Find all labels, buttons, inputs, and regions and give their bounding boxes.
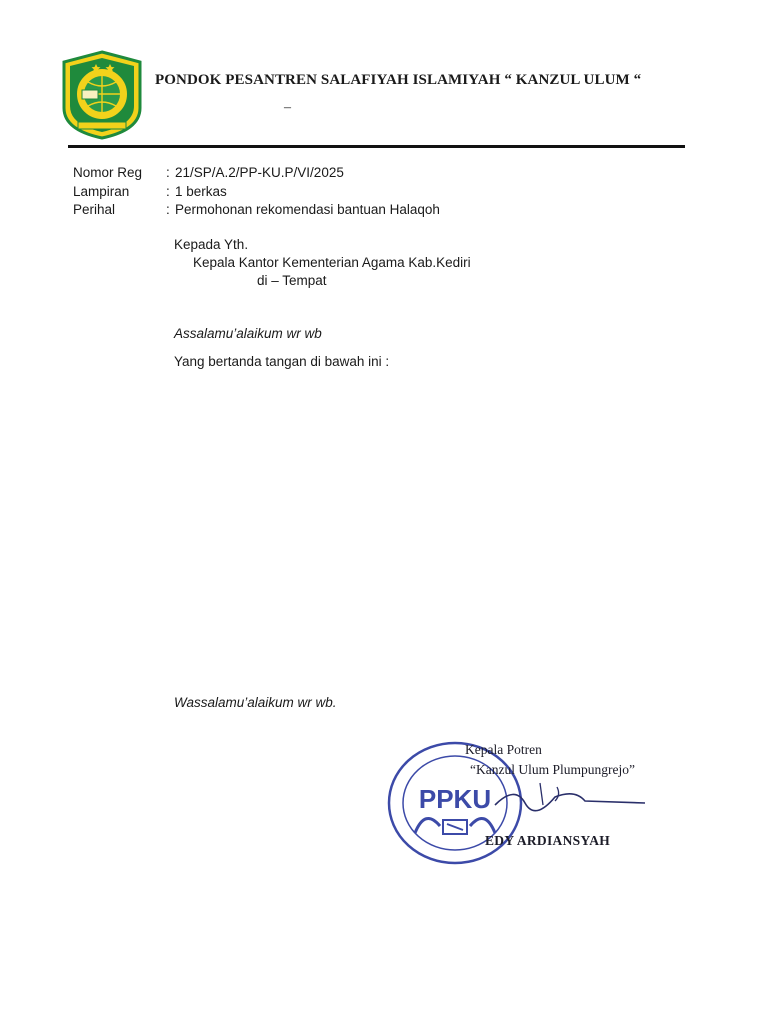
salam-opening: Assalamu’alaikum wr wb (174, 326, 322, 341)
meta-value: Permohonan rekomendasi bantuan Halaqoh (175, 202, 440, 217)
meta-label: Perihal (73, 202, 116, 217)
letter-meta (73, 164, 440, 220)
meta-row-lampiran (73, 183, 440, 202)
salam-closing: Wassalamu’alaikum wr wb. (174, 695, 337, 710)
addressee-place: di – Tempat (257, 273, 327, 288)
meta-value: 21/SP/A.2/PP-KU.P/VI/2025 (175, 165, 344, 180)
body-intro: Yang bertanda tangan di bawah ini : (174, 354, 390, 369)
meta-separator: : (166, 183, 170, 199)
addressee-recipient: Kepala Kantor Kementerian Agama Kab.Kediri (193, 255, 471, 270)
meta-separator: : (166, 202, 170, 217)
meta-value: 1 berkas (175, 183, 227, 199)
signature-block (385, 730, 685, 875)
signer-title: Kepala Potren (465, 742, 542, 757)
signer-organization: “Kanzul Ulum Plumpungrejo” (470, 762, 635, 777)
meta-row-perihal (73, 201, 440, 220)
signer-name: EDY ARDIANSYAH (485, 833, 611, 848)
meta-separator: : (166, 165, 170, 180)
title-dash: – (284, 100, 291, 115)
organization-title: PONDOK PESANTREN SALAFIYAH ISLAMIYAH “ KANZUL ULUM “ (155, 72, 642, 88)
handwritten-signature-icon (485, 775, 655, 825)
meta-row-nomor (73, 164, 440, 183)
meta-label: Lampiran (73, 183, 130, 199)
meta-label: Nomor Reg (73, 165, 143, 180)
addressee-greeting: Kepada Yth. (174, 237, 249, 252)
header-divider (68, 145, 685, 148)
stamp-text: PPKU (418, 784, 492, 814)
pesantren-logo-icon (60, 50, 144, 140)
